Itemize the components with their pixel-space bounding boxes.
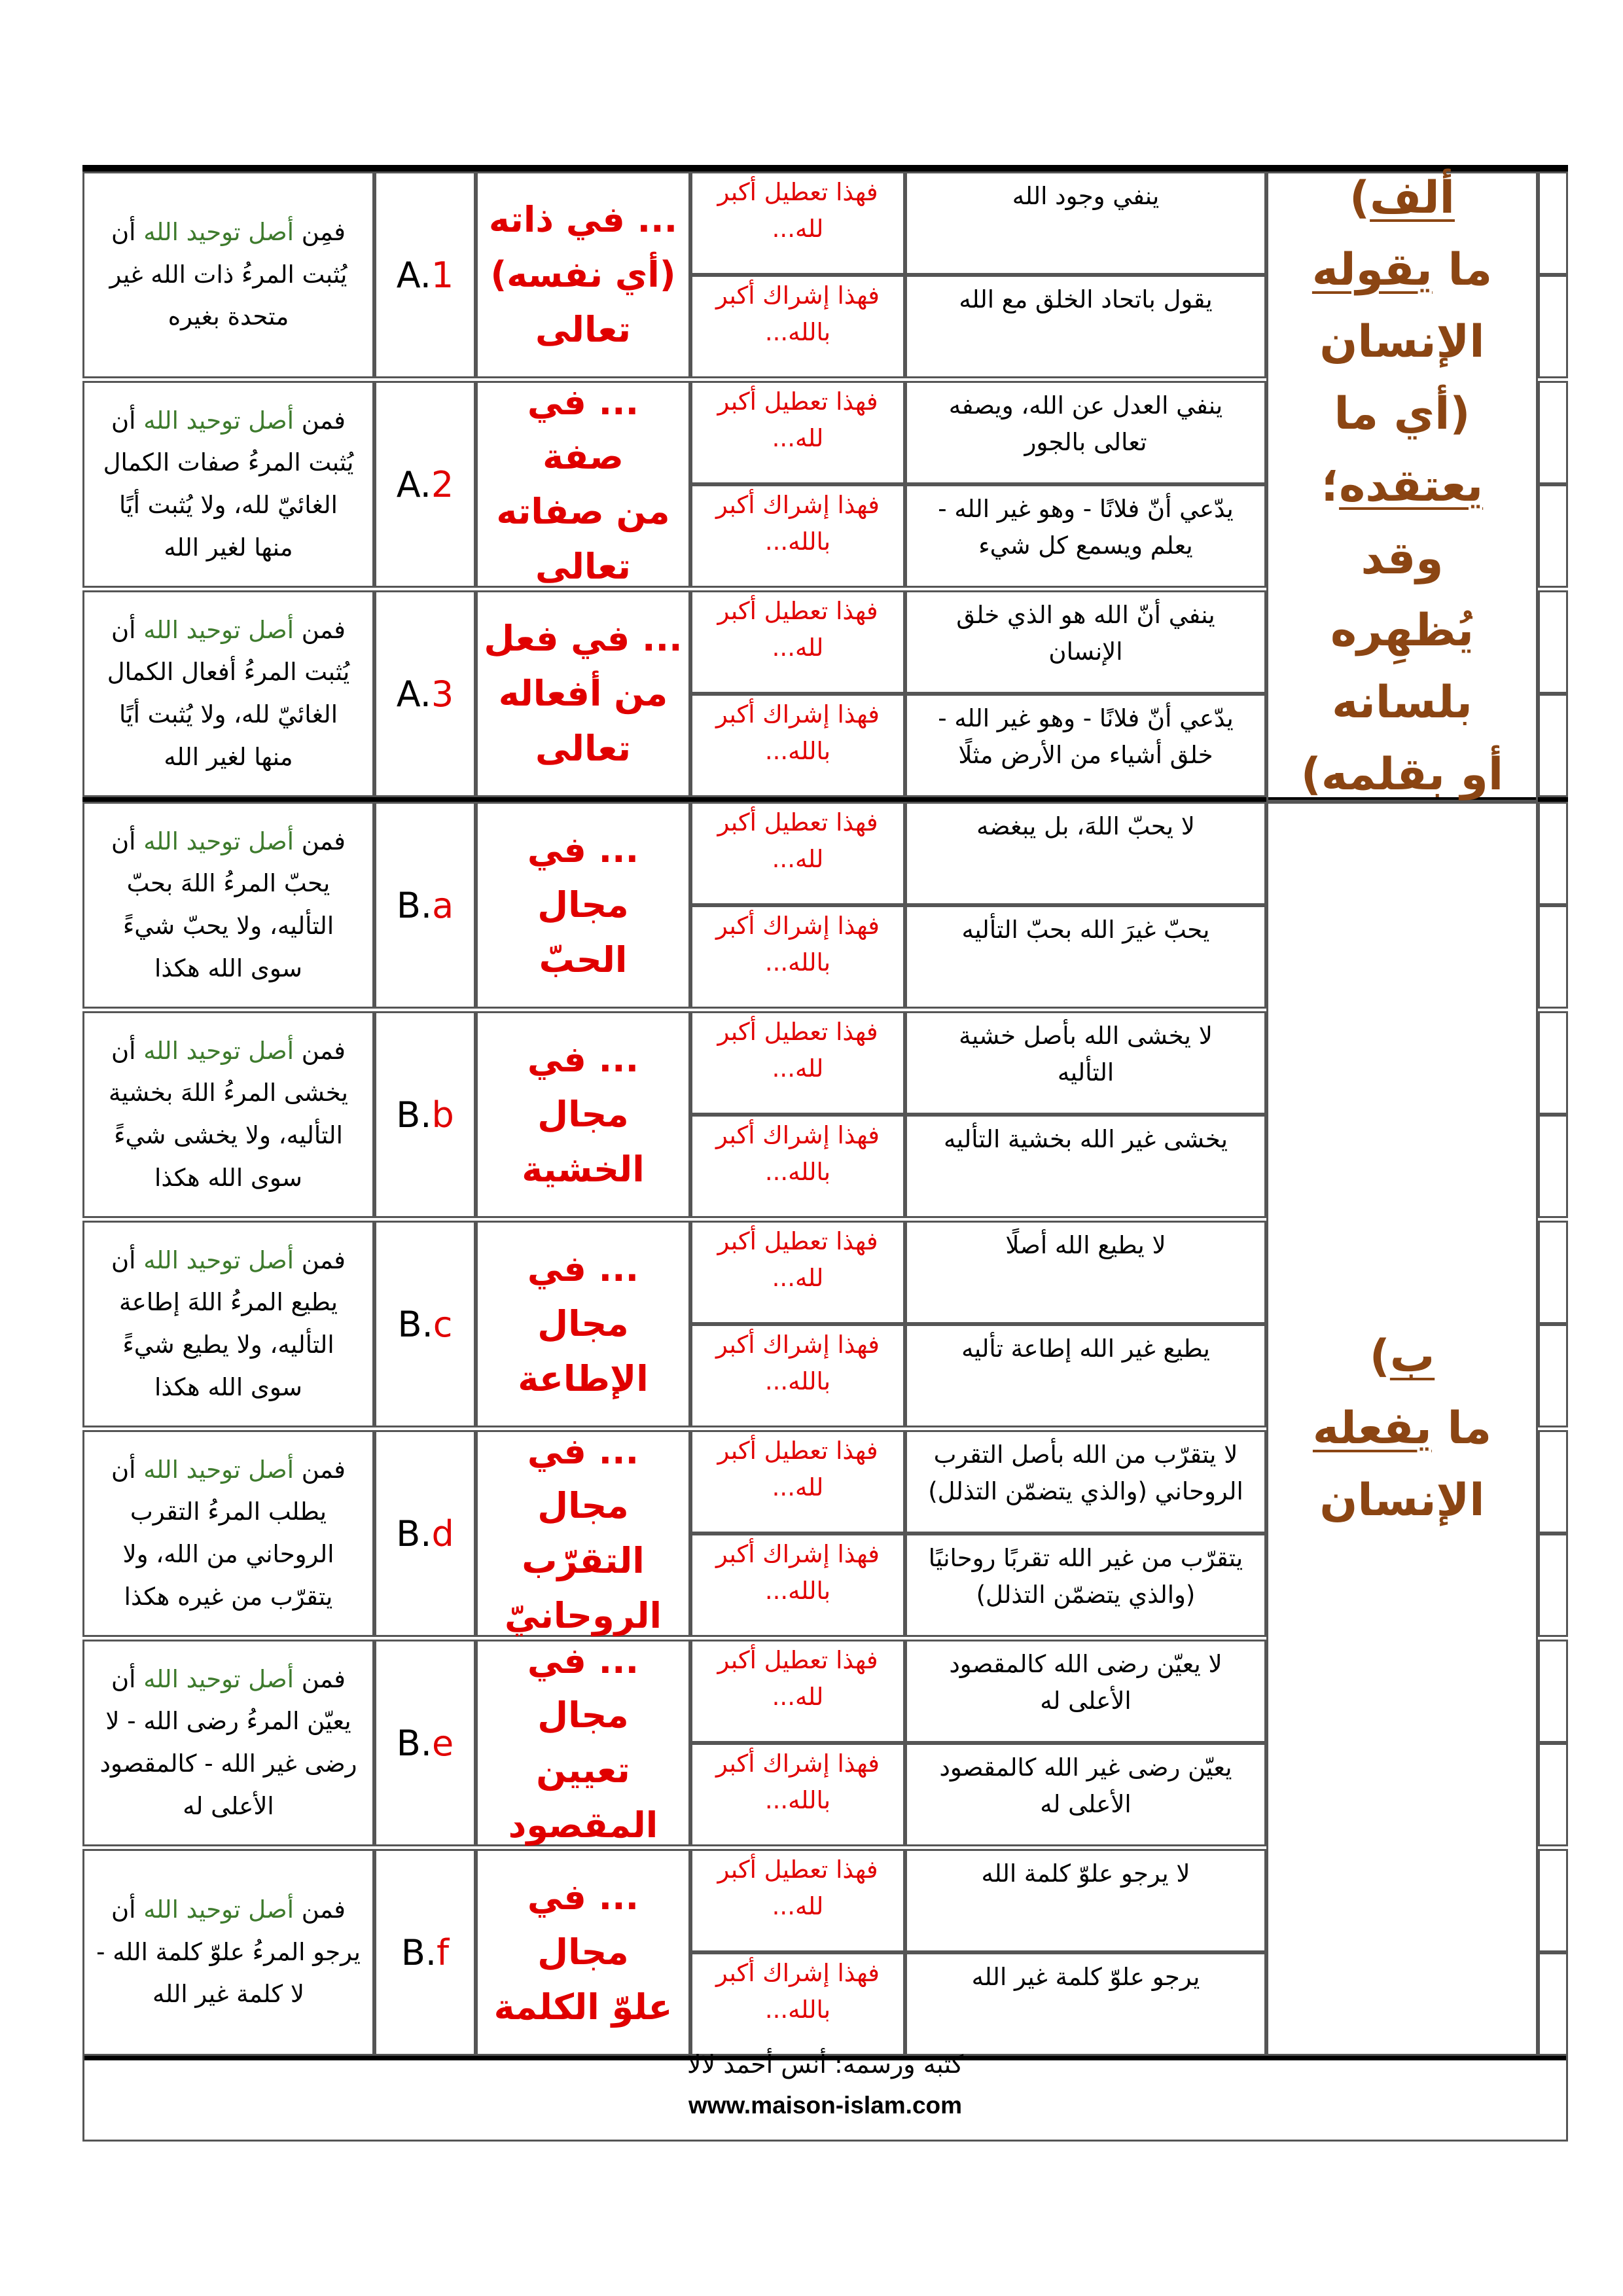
asl-highlight: أصل توحيد الله (143, 615, 294, 644)
case-description: ينفي العدل عن الله، ويصفه تعالى بالجور (948, 391, 1223, 456)
asl-body: أن يعيّن المرءُ رضى الله - لا رضى غير الله - كالمقصود الأعلى له (99, 1664, 357, 1820)
case-description: يدّعي أنّ فلانًا - وهو غير الله - خلق أشياء من الأرض مثلًا (938, 704, 1234, 769)
asl-prefix: فمن (293, 1246, 346, 1274)
tahkim-text: فهذا تعطيل أكبر لله... (717, 1646, 878, 1711)
row-label-letter: A. (396, 673, 431, 715)
asl-prefix: فمن (293, 1036, 346, 1065)
row-label (374, 590, 476, 797)
asl-highlight: أصل توحيد الله (143, 827, 294, 855)
case-description: لا يتقرّب من الله بأصل التقرب الروحاني (والذي يتضمّن التذلل) (928, 1441, 1243, 1505)
tahkim-text: فهذا إشراك أكبر بالله... (716, 491, 880, 556)
category-text (1273, 171, 1531, 802)
tahkim-text: فهذا تعطيل أكبر لله... (717, 387, 878, 452)
row-label (374, 1011, 476, 1218)
margin-cell (1538, 381, 1568, 484)
margin-cell (1538, 1324, 1568, 1427)
website-url: www.maison-islam.com (688, 2092, 963, 2119)
category-text (1273, 802, 1531, 2056)
asl-body: أن يرجو المرءُ علوّ كلمة الله - لا كلمة غير الله (96, 1895, 361, 2009)
domain-text: ... في مجال الإطاعة (518, 1248, 649, 1399)
case-description: يرجو علوّ كلمة غير الله (971, 1963, 1200, 1991)
category-part: ألف (1370, 171, 1455, 224)
asl-prefix: فمن (293, 827, 346, 855)
margin-cell (1538, 590, 1568, 694)
tahkim-text: فهذا إشراك أكبر بالله... (716, 1331, 880, 1395)
domain-text: ... في ذاته (أي نفسه) تعالى (488, 199, 678, 350)
asl-body: أن يُثبت المرءُ أفعال الكمال الغائيّ لله، ولا يُثبت أيًا منها لغير الله (107, 615, 350, 771)
tahkim-text: فهذا تعطيل أكبر لله... (717, 1018, 878, 1083)
category-part: ) ما (1349, 171, 1493, 296)
tahkim-text: فهذا تعطيل أكبر لله... (717, 1227, 878, 1292)
asl-body: أن يُثبت المرءُ صفات الكمال الغائيّ لله، ولا يُثبت أيًا منها لغير الله (103, 406, 354, 562)
case-description: لا يرجو علوّ كلمة الله (981, 1859, 1190, 1888)
category-part: يفعله (1312, 1402, 1432, 1454)
category-part: الإنسان (أي ما (1319, 316, 1485, 440)
category-part: ب (1389, 1330, 1435, 1382)
tahkim-text: فهذا تعطيل أكبر لله... (717, 178, 878, 243)
document-sheet (82, 165, 1568, 2142)
margin-cell (1538, 484, 1568, 588)
row-label-letter: B. (396, 1722, 432, 1764)
case-description: لا يطيع الله أصلًا (1005, 1231, 1166, 1259)
category-part: ؛ وقد يُظهِره بلسانه أو بقلمه) (1300, 460, 1504, 801)
margin-cell (1538, 1115, 1568, 1218)
asl-tawhid-text (89, 1221, 368, 1427)
margin-cell (1538, 1849, 1568, 1952)
tahkim-text: فهذا إشراك أكبر بالله... (716, 700, 880, 765)
asl-body: أن يُثبت المرءُ ذات الله غير متحدة بغيره (109, 217, 348, 331)
asl-tawhid-text (89, 802, 368, 1009)
row-label-number: a (432, 884, 454, 926)
row-label-letter: B. (396, 884, 433, 926)
asl-tawhid-text (89, 590, 368, 797)
asl-tawhid-text (89, 381, 368, 588)
row-label-number: b (431, 1094, 454, 1136)
case-description: يطيع غير الله إطاعة تأليه (961, 1335, 1210, 1363)
asl-highlight: أصل توحيد الله (143, 217, 294, 246)
asl-body: أن يخشى المرءُ اللهَ بخشية التأليه، ولا يخشى شيءً سوى الله هكذا (109, 1036, 348, 1192)
asl-tawhid-text (89, 1430, 368, 1637)
margin-cell (1538, 1534, 1568, 1637)
domain-text: ... في مجال التقرّب الروحانيّ (504, 1430, 662, 1636)
row-label-number: c (433, 1303, 453, 1345)
tahkim-text: فهذا إشراك أكبر بالله... (716, 912, 880, 977)
case-description: لا يحبّ اللهَ، بل يبغضه (976, 812, 1195, 840)
asl-body: أن يحبّ المرءُ اللهَ بحبّ التأليه، ولا يحبّ شيءً سوى الله هكذا (111, 827, 334, 982)
author-credit: كتبه ورسمه: أنس أحمد لالا (687, 2050, 964, 2079)
case-description: ينفي أنّ الله هو الذي خلق الإنسان (956, 601, 1215, 666)
row-label (374, 802, 476, 1009)
row-label (374, 171, 476, 378)
category-part: ) ما (1369, 1330, 1492, 1454)
tahkim-text: فهذا تعطيل أكبر لله... (717, 808, 878, 873)
asl-prefix: فمن (293, 1455, 346, 1484)
tahkim-text: فهذا إشراك أكبر بالله... (716, 1959, 880, 2024)
margin-cell (1538, 1011, 1568, 1115)
row-label (374, 1221, 476, 1427)
row-label-letter: B. (401, 1931, 437, 1973)
asl-tawhid-text (89, 171, 368, 378)
case-description: يخشى غير الله بخشية التأليه (943, 1125, 1228, 1153)
margin-cell (1538, 275, 1568, 378)
case-description: يتقرّب من غير الله تقربًا روحانيًا (والذي يتضمّن التذلل) (928, 1544, 1243, 1609)
tahkim-text: فهذا تعطيل أكبر لله... (717, 597, 878, 662)
row-label (374, 1849, 476, 2056)
category-part: يعتقده (1339, 460, 1484, 512)
domain-text: ... في مجال الخشية (522, 1039, 645, 1190)
asl-highlight: أصل توحيد الله (143, 1036, 294, 1065)
row-label (374, 1430, 476, 1637)
case-description: يعيّن رضى غير الله كالمقصود الأعلى له (939, 1753, 1232, 1818)
row-label-number: 3 (431, 673, 454, 715)
asl-highlight: أصل توحيد الله (143, 1246, 294, 1274)
asl-prefix: فمن (293, 1895, 346, 1924)
asl-tawhid-text (89, 1849, 368, 2056)
row-label-letter: B. (396, 1094, 432, 1136)
domain-text: ... في فعل من أفعاله تعالى (484, 618, 683, 769)
margin-cell (1538, 694, 1568, 797)
row-label-number: 1 (431, 254, 454, 296)
case-description: يدّعي أنّ فلانًا - وهو غير الله - يعلم ويسمع كل شيء (938, 495, 1234, 560)
asl-highlight: أصل توحيد الله (143, 406, 294, 435)
asl-body: أن يطيع المرءُ اللهَ إطاعة التأليه، ولا يطيع شيءً سوى الله هكذا (111, 1246, 338, 1401)
tahkim-text: فهذا تعطيل أكبر لله... (717, 1856, 878, 1920)
asl-prefix: فمِن (293, 217, 346, 246)
margin-cell (1538, 1430, 1568, 1534)
case-description: ينفي وجود الله (1012, 182, 1160, 210)
asl-prefix: فمن (293, 1664, 346, 1693)
row-label-letter: B. (397, 1303, 433, 1345)
row-label-letter: A. (396, 463, 431, 505)
asl-highlight: أصل توحيد الله (143, 1664, 294, 1693)
tahkim-text: فهذا إشراك أكبر بالله... (716, 1749, 880, 1814)
row-label-number: d (431, 1513, 454, 1554)
row-label (374, 1640, 476, 1846)
asl-tawhid-text (89, 1640, 368, 1846)
domain-text: ... في مجال الحبّ (527, 829, 639, 980)
row-label-number: e (431, 1722, 454, 1764)
asl-highlight: أصل توحيد الله (143, 1895, 294, 1924)
row-label-number: 2 (431, 463, 454, 505)
row-label-number: f (437, 1931, 450, 1973)
tahkim-text: فهذا إشراك أكبر بالله... (716, 1540, 880, 1605)
margin-cell (1538, 802, 1568, 905)
tahkim-text: فهذا تعطيل أكبر لله... (717, 1437, 878, 1501)
case-description: يقول باتحاد الخلق مع الله (959, 285, 1213, 314)
margin-cell (1538, 1221, 1568, 1324)
row-label-letter: B. (396, 1513, 432, 1554)
asl-tawhid-text (89, 1011, 368, 1218)
asl-body: أن يطلب المرءُ التقرب الروحاني من الله، ولا يتقرّب من غيره هكذا (111, 1455, 334, 1611)
domain-text: ... في مجال علوّ الكلمة (493, 1876, 673, 2028)
margin-cell (1538, 1952, 1568, 2056)
domain-text: ... في صفة من صفاته تعالى (496, 381, 670, 587)
case-description: لا يعيّن رضى الله كالمقصود الأعلى له (949, 1650, 1222, 1715)
category-part: الإنسان (1319, 1475, 1485, 1527)
asl-highlight: أصل توحيد الله (143, 1455, 294, 1484)
margin-cell (1538, 1743, 1568, 1846)
margin-cell (1538, 905, 1568, 1009)
domain-text: ... في مجال تعيين المقصود (508, 1640, 658, 1846)
category-part: يقوله (1311, 243, 1433, 296)
row-label-letter: A. (396, 254, 431, 296)
asl-prefix: فمن (293, 406, 346, 435)
tahkim-text: فهذا إشراك أكبر بالله... (716, 1121, 880, 1186)
margin-cell (1538, 171, 1568, 275)
case-description: يحبّ غيرَ الله بحبّ التأليه (961, 916, 1210, 944)
margin-cell (1538, 1640, 1568, 1743)
asl-prefix: فمن (293, 615, 346, 644)
case-description: لا يخشى الله بأصل خشية التأليه (959, 1022, 1213, 1086)
row-label (374, 381, 476, 588)
tahkim-text: فهذا إشراك أكبر بالله... (716, 281, 880, 346)
